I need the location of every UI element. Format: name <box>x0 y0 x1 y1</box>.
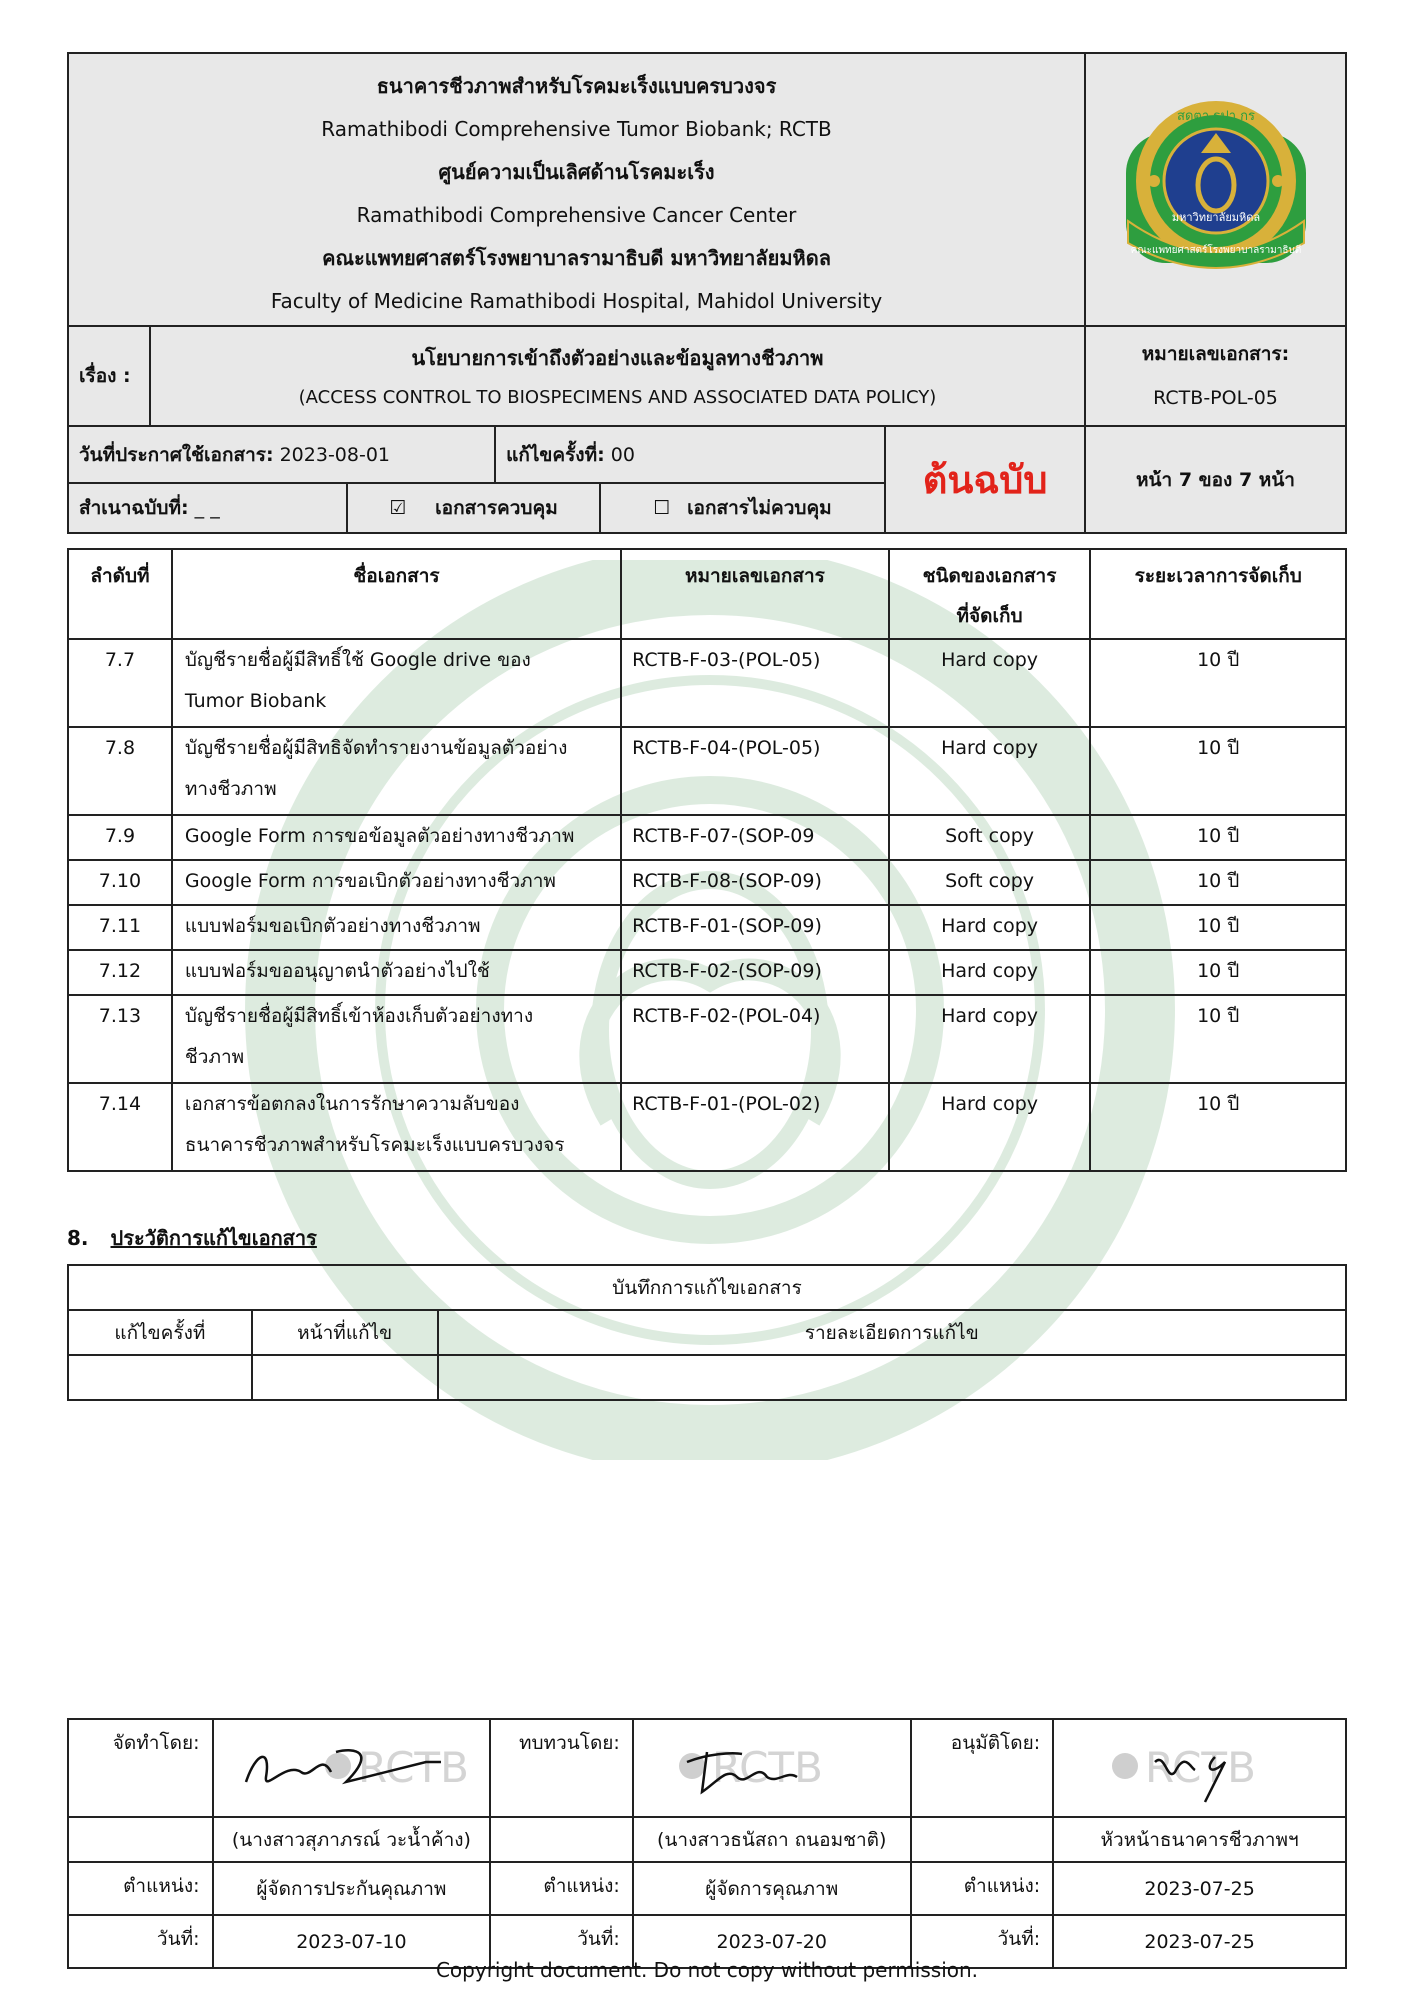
effective-date-label: วันที่ประกาศใช้เอกสาร: <box>79 443 274 466</box>
row-document-code: RCTB-F-02-(POL-04) <box>621 995 889 1083</box>
document-header <box>67 52 1347 534</box>
logo-text-top: สดฺตา ฐุปา กร <box>1176 108 1255 124</box>
date-label: วันที่: <box>911 1915 1054 1968</box>
revision-empty-row <box>68 1355 1346 1400</box>
institution-line: Ramathibodi Comprehensive Tumor Biobank; RCTB <box>321 116 832 141</box>
row-document-code: RCTB-F-04-(POL-05) <box>621 727 889 815</box>
prepared-by-label: จัดทำโดย: <box>68 1719 213 1817</box>
prepared-by-name: (นางสาวสุภาภรณ์ วะน้ำค้าง) <box>213 1817 491 1862</box>
subject-thai: นโยบายการเข้าถึงตัวอย่างและข้อมูลทางชีวภาพ <box>411 346 824 370</box>
col-header-code: หมายเลขเอกสาร <box>621 549 889 639</box>
section-8-heading <box>67 1222 317 1254</box>
effective-date: 2023-08-01 <box>279 443 391 466</box>
row-retention: 10 ปี <box>1090 639 1346 727</box>
row-document-code: RCTB-F-03-(POL-05) <box>621 639 889 727</box>
revision-history-table <box>67 1264 1347 1401</box>
effective-date-cell <box>68 426 495 483</box>
copy-number-label: สำเนาฉบับที่: <box>79 497 189 519</box>
table-row <box>68 815 1346 860</box>
col-header-revision: แก้ไขครั้งที่ <box>68 1310 252 1355</box>
row-number: 7.9 <box>68 815 172 860</box>
logo-cell <box>1085 53 1346 326</box>
col-header-page: หน้าที่แก้ไข <box>252 1310 438 1355</box>
approved-by-name: หัวหน้าธนาคารชีวภาพฯ <box>1053 1817 1346 1862</box>
approved-signature <box>1053 1719 1346 1817</box>
row-storage-type: Hard copy <box>889 1083 1091 1171</box>
institution-block <box>68 53 1085 326</box>
institution-line: ศูนย์ความเป็นเลิศด้านโรคมะเร็ง <box>438 159 715 184</box>
row-document-name <box>172 815 621 860</box>
row-document-name <box>172 995 621 1083</box>
doc-number-cell <box>1085 326 1346 426</box>
date-label: วันที่: <box>490 1915 633 1968</box>
approved-by-label: อนุมัติโดย: <box>911 1719 1054 1817</box>
controlled-doc-label: เอกสารควบคุม <box>435 497 558 519</box>
reviewed-position: ผู้จัดการคุณภาพ <box>633 1862 911 1915</box>
row-document-code: RCTB-F-01-(SOP-09) <box>621 905 889 950</box>
revision-number: 00 <box>610 443 635 466</box>
row-document-name-line: แบบฟอร์มขอเบิกตัวอย่างทางชีวภาพ <box>184 915 481 937</box>
table-row <box>68 860 1346 905</box>
signature-block <box>67 1718 1347 1969</box>
row-document-code: RCTB-F-08-(SOP-09) <box>621 860 889 905</box>
rctb-stamp: RCTB <box>358 1742 470 1792</box>
table-row <box>68 950 1346 995</box>
row-number: 7.12 <box>68 950 172 995</box>
row-document-name <box>172 950 621 995</box>
table-row <box>68 1083 1346 1171</box>
row-retention: 10 ปี <box>1090 727 1346 815</box>
records-table <box>67 548 1347 1172</box>
position-label: ตำแหน่ง: <box>68 1862 213 1915</box>
row-document-name-line: ทางชีวภาพ <box>184 778 277 800</box>
table-row <box>68 905 1346 950</box>
reviewed-signature-image <box>647 1722 897 1810</box>
row-document-name <box>172 1083 621 1171</box>
page-info: หน้า 7 ของ 7 หน้า <box>1085 426 1346 533</box>
table-row <box>68 639 1346 727</box>
section-number: 8. <box>67 1226 89 1250</box>
row-document-name-line: ชีวภาพ <box>184 1046 245 1068</box>
row-storage-type: Hard copy <box>889 905 1091 950</box>
copy-number-cell <box>68 483 347 533</box>
table-row <box>68 995 1346 1083</box>
row-retention: 10 ปี <box>1090 995 1346 1083</box>
row-document-name <box>172 639 621 727</box>
reviewed-by-label: ทบทวนโดย: <box>490 1719 633 1817</box>
date-label: วันที่: <box>68 1915 213 1968</box>
row-storage-type: Soft copy <box>889 860 1091 905</box>
checkbox-checked-icon[interactable]: ☑ <box>389 497 407 519</box>
row-document-code: RCTB-F-02-(SOP-09) <box>621 950 889 995</box>
subject-english: (ACCESS CONTROL TO BIOSPECIMENS AND ASSOCIATED DATA POLICY) <box>298 387 937 408</box>
details-cell-empty[interactable] <box>438 1355 1347 1400</box>
reviewed-signature <box>633 1719 911 1817</box>
prepared-position: ผู้จัดการประกันคุณภาพ <box>213 1862 491 1915</box>
uncontrolled-doc-label: เอกสารไม่ควบคุม <box>687 497 832 519</box>
reviewed-by-name: (นางสาวธนัสถา ถนอมชาติ) <box>633 1817 911 1862</box>
row-document-name-line: Google Form การขอข้อมูลตัวอย่างทางชีวภาพ <box>184 825 575 847</box>
revision-label: แก้ไขครั้งที่: <box>506 443 605 466</box>
row-number: 7.11 <box>68 905 172 950</box>
revision-cell <box>495 426 885 483</box>
row-storage-type: Soft copy <box>889 815 1091 860</box>
doc-number-label: หมายเลขเอกสาร: <box>1141 343 1290 365</box>
subject-label: เรื่อง : <box>68 326 150 426</box>
row-retention: 10 ปี <box>1090 950 1346 995</box>
prepared-signature-image <box>226 1722 476 1810</box>
position-label: ตำแหน่ง: <box>911 1862 1054 1915</box>
controlled-doc-cell <box>347 483 599 533</box>
col-header-details: รายละเอียดการแก้ไข <box>438 1310 1347 1355</box>
position-label: ตำแหน่ง: <box>490 1862 633 1915</box>
row-retention: 10 ปี <box>1090 815 1346 860</box>
row-number: 7.7 <box>68 639 172 727</box>
row-document-name-line: บัญชีรายชื่อผู้มีสิทธิ์เข้าห้องเก็บตัวอย่างทาง <box>184 1005 534 1027</box>
table-header-row <box>68 549 1346 639</box>
revision-cell-empty[interactable] <box>68 1355 252 1400</box>
row-document-name-line: Tumor Biobank <box>184 690 327 712</box>
revision-table-caption: บันทึกการแก้ไขเอกสาร <box>68 1265 1346 1310</box>
row-storage-type: Hard copy <box>889 995 1091 1083</box>
row-retention: 10 ปี <box>1090 860 1346 905</box>
page-cell-empty[interactable] <box>252 1355 438 1400</box>
col-header-no: ลำดับที่ <box>68 549 172 639</box>
table-row <box>68 727 1346 815</box>
logo-text-bottom: คณะแพทยศาสตร์โรงพยาบาลรามาธิบดี <box>1130 244 1301 256</box>
prepared-signature <box>213 1719 491 1817</box>
row-document-code: RCTB-F-01-(POL-02) <box>621 1083 889 1171</box>
row-number: 7.10 <box>68 860 172 905</box>
row-document-name <box>172 905 621 950</box>
row-document-name-line: บัญชีรายชื่อผู้มีสิทธิ์ใช้ Google drive ของ <box>184 649 531 671</box>
copy-number: _ _ <box>194 497 220 519</box>
doc-number: RCTB-POL-05 <box>1153 387 1278 409</box>
rctb-stamp: RCTB <box>1144 1742 1256 1792</box>
prepared-date: 2023-07-10 <box>213 1915 491 1968</box>
copyright-footer: Copyright document. Do not copy without permission. <box>435 1958 979 1982</box>
row-number: 7.14 <box>68 1083 172 1171</box>
approved-position: 2023-07-25 <box>1053 1862 1346 1915</box>
row-storage-type: Hard copy <box>889 950 1091 995</box>
uncontrolled-doc-cell <box>600 483 885 533</box>
row-document-name <box>172 727 621 815</box>
row-storage-type: Hard copy <box>889 639 1091 727</box>
section-title: ประวัติการแก้ไขเอกสาร <box>110 1226 317 1250</box>
original-stamp: ต้นฉบับ <box>885 426 1085 533</box>
col-header-type: ชนิดของเอกสาร ที่จัดเก็บ <box>889 549 1091 639</box>
approved-date: 2023-07-25 <box>1053 1915 1346 1968</box>
row-retention: 10 ปี <box>1090 1083 1346 1171</box>
row-number: 7.13 <box>68 995 172 1083</box>
col-header-retention: ระยะเวลาการจัดเก็บ <box>1090 549 1346 639</box>
checkbox-unchecked-icon[interactable]: ☐ <box>653 497 671 519</box>
row-document-name-line: ธนาคารชีวภาพสำหรับโรคมะเร็งแบบครบวงจร <box>184 1134 565 1156</box>
row-document-name <box>172 860 621 905</box>
rctb-stamp: RCTB <box>711 1742 823 1792</box>
mahidol-logo <box>1106 93 1326 283</box>
reviewed-date: 2023-07-20 <box>633 1915 911 1968</box>
row-document-code: RCTB-F-07-(SOP-09 <box>621 815 889 860</box>
row-document-name-line: บัญชีรายชื่อผู้มีสิทธิจัดทำรายงานข้อมูลตัวอย่าง <box>184 737 568 759</box>
row-document-name-line: แบบฟอร์มขออนุญาตนำตัวอย่างไปใช้ <box>184 960 490 982</box>
row-retention: 10 ปี <box>1090 905 1346 950</box>
approved-signature-image <box>1065 1722 1335 1810</box>
row-document-name-line: เอกสารข้อตกลงในการรักษาความลับของ <box>184 1093 520 1115</box>
subject-cell <box>150 326 1085 426</box>
logo-text-band: มหาวิทยาลัยมหิดล <box>1171 210 1260 224</box>
institution-line: Ramathibodi Comprehensive Cancer Center <box>356 202 797 227</box>
row-storage-type: Hard copy <box>889 727 1091 815</box>
institution-line: คณะแพทยศาสตร์โรงพยาบาลรามาธิบดี มหาวิทยาลัยมหิดล <box>322 245 831 270</box>
institution-line: ธนาคารชีวภาพสำหรับโรคมะเร็งแบบครบวงจร <box>376 73 777 98</box>
col-header-name: ชื่อเอกสาร <box>172 549 621 639</box>
row-number: 7.8 <box>68 727 172 815</box>
institution-line: Faculty of Medicine Ramathibodi Hospital, Mahidol University <box>270 288 883 313</box>
row-document-name-line: Google Form การขอเบิกตัวอย่างทางชีวภาพ <box>184 870 556 892</box>
